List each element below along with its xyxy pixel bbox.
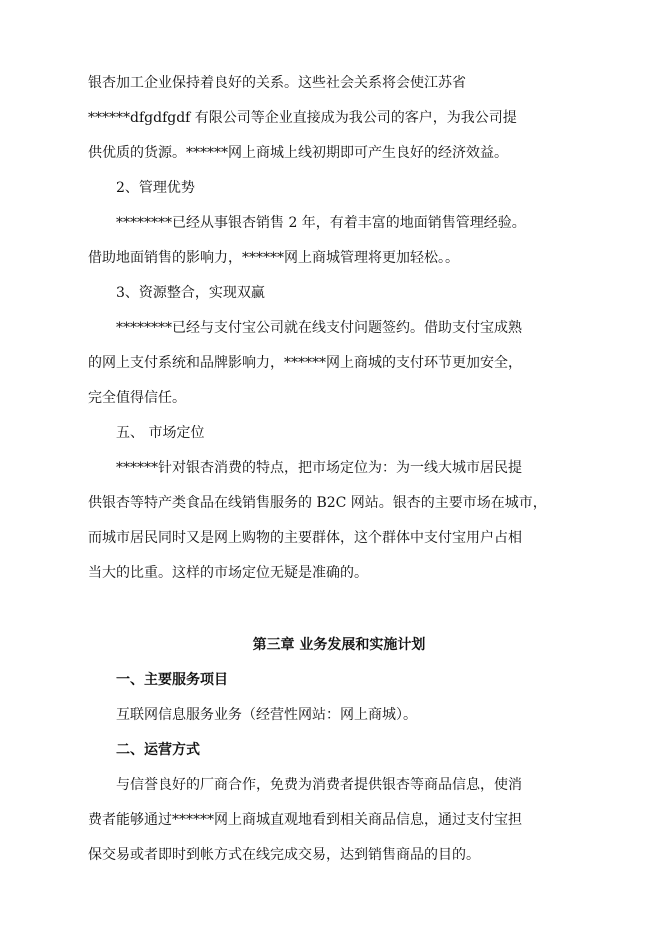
chapter-title: 第三章 业务发展和实施计划	[252, 637, 426, 653]
paragraph-line: 互联网信息服务业务（经营性网站：网上商城）。	[116, 707, 417, 723]
document-body	[88, 66, 588, 873]
subheading-management-advantage: 2、管理优势	[116, 180, 195, 196]
paragraph-line: 保交易或者即时到帐方式在线完成交易，达到销售商品的目的。	[88, 847, 480, 863]
paragraph-line: 而城市居民同时又是网上购物的主要群体，这个群体中支付宝用户占相	[88, 530, 522, 546]
paragraph-line: 完全值得信任。	[88, 390, 186, 406]
paragraph-line: ********已经从事银杏销售 2 年，有着丰富的地面销售管理经验。	[116, 215, 526, 231]
paragraph-line: 的网上支付系统和品牌影响力，******网上商城的支付环节更加安全，	[88, 355, 522, 371]
paragraph-line: 当大的比重。这样的市场定位无疑是准确的。	[88, 565, 368, 581]
section-heading-services: 一、主要服务项目	[116, 672, 228, 688]
paragraph-line: 供优质的货源。******网上商城上线初期即可产生良好的经济效益。	[88, 145, 508, 161]
blank-line	[88, 591, 588, 626]
subheading-resource-integration: 3、资源整合，实现双赢	[116, 285, 265, 301]
paragraph-line: 供银杏等特产类食品在线销售服务的 B2C 网站。银杏的主要市场在城市，	[88, 495, 547, 511]
heading-market-positioning: 五、 市场定位	[116, 425, 205, 441]
paragraph-line: 借助地面销售的影响力，******网上商城管理将更加轻松。。	[88, 250, 459, 266]
paragraph-line: 费者能够通过******网上商城直观地看到相关商品信息，通过支付宝担	[88, 812, 522, 828]
paragraph-line: 与信誉良好的厂商合作，免费为消费者提供银杏等商品信息，使消	[116, 777, 522, 793]
paragraph-line: ******针对银杏消费的特点，把市场定位为：为一线大城市居民提	[116, 460, 522, 476]
paragraph-line: 银杏加工企业保持着良好的关系。这些社会关系将会使江苏省	[88, 75, 466, 91]
paragraph-line: ********已经与支付宝公司就在线支付问题签约。借助支付宝成熟	[116, 320, 522, 336]
section-heading-operations: 二、运营方式	[116, 742, 200, 758]
paragraph-line: ******dfgdfgdf 有限公司等企业直接成为我公司的客户，为我公司提	[88, 110, 517, 126]
